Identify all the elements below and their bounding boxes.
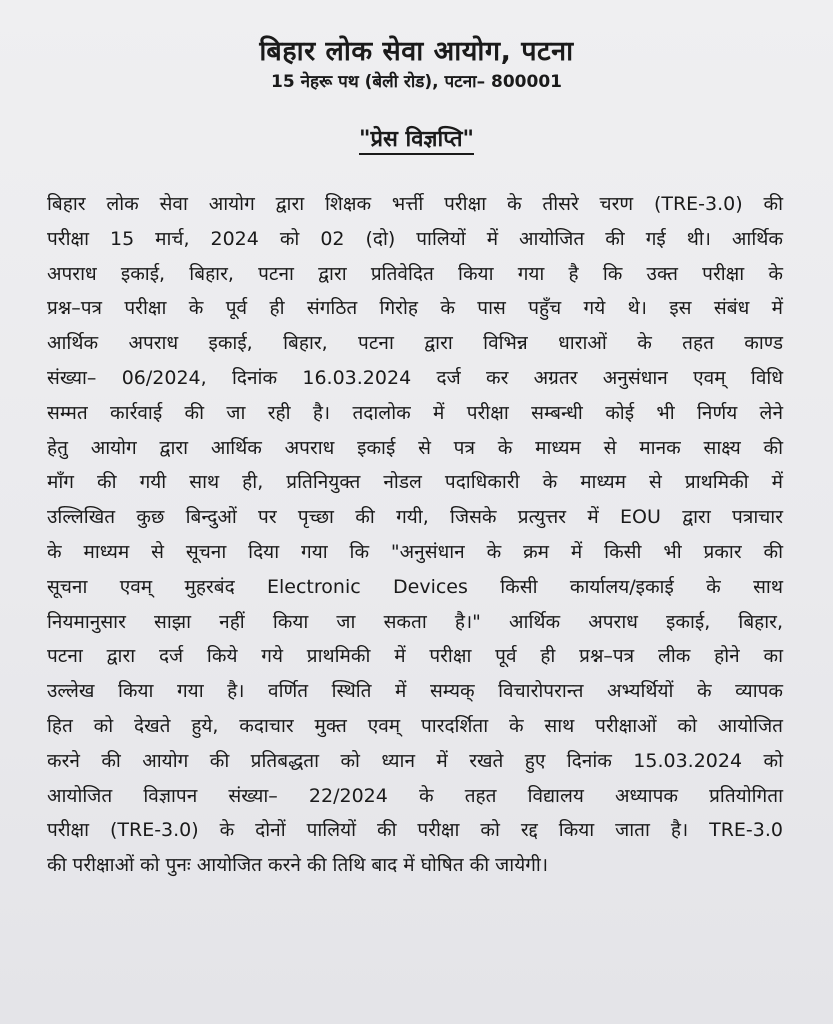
body-line: हित को देखते हुये, कदाचार मुक्त एवम् पारदर्शिता के साथ परीक्षाओं को आयोजित [47,714,783,737]
body-line: परीक्षा 15 मार्च, 2024 को 02 (दो) पालियों में आयोजित की गई थी। आर्थिक [47,227,783,250]
body-line: बिहार लोक सेवा आयोग द्वारा शिक्षक भर्त्ती परीक्षा के तीसरे चरण (TRE-3.0) की [47,193,783,215]
body-line: प्रश्न–पत्र परीक्षा के पूर्व ही संगठित गिरोह के पास पहुँच गये थे। इस संबंध में [47,297,783,320]
body-line: सम्मत कार्रवाई की जा रही है। तदालोक में परीक्षा सम्बन्धी कोई भी निर्णय लेने [47,401,783,424]
body-line: आर्थिक अपराध इकाई, बिहार, पटना द्वारा विभिन्न धाराओं के तहत काण्ड [47,332,783,355]
body-line: संख्या– 06/2024, दिनांक 16.03.2024 दर्ज कर अग्रतर अनुसंधान एवम् विधि [47,366,783,389]
body-line: माँग की गयी साथ ही, प्रतिनियुक्त नोडल पदाधिकारी के माध्यम से प्राथमिकी में [47,471,783,494]
body-line: परीक्षा (TRE-3.0) के दोनों पालियों की परीक्षा को रद्द किया जाता है। TRE-3.0 [47,819,783,842]
body-line: पटना द्वारा दर्ज किये गये प्राथमिकी में परीक्षा पूर्व ही प्रश्न–पत्र लीक होने का [47,645,783,668]
body-line: सूचना एवम् मुहरबंद Electronic Devices किसी कार्यालय/इकाई के साथ [47,575,783,598]
body-line: आयोजित विज्ञापन संख्या– 22/2024 के तहत विद्यालय अध्यापक प्रतियोगिता [47,784,783,807]
body-line: की परीक्षाओं को पुनः आयोजित करने की तिथि बाद में घोषित की जायेगी। [47,854,549,877]
body-line: उल्लेख किया गया है। वर्णित स्थिति में सम्यक् विचारोपरान्त अभ्यर्थियों के व्यापक [47,680,783,703]
body-line: करने की आयोग की प्रतिबद्धता को ध्यान में रखते हुए दिनांक 15.03.2024 को [47,749,783,772]
press-release-title-text: "प्रेस विज्ञप्ति" [359,127,474,155]
press-release-body [47,187,783,883]
body-line: के माध्यम से सूचना दिया गया कि "अनुसंधान के क्रम में किसी भी प्रकार की [47,540,783,563]
organization-name: बिहार लोक सेवा आयोग, पटना [259,36,574,67]
organization-address: 15 नेहरू पथ (बेली रोड), पटना– 800001 [271,72,562,92]
body-line: हेतु आयोग द्वारा आर्थिक अपराध इकाई से पत्र के माध्यम से मानक साक्ष्य की [47,436,783,459]
body-line: नियमानुसार साझा नहीं किया जा सकता है।" आर्थिक अपराध इकाई, बिहार, [47,610,783,633]
body-line: अपराध इकाई, बिहार, पटना द्वारा प्रतिवेदित किया गया है कि उक्त परीक्षा के [47,262,783,285]
press-release-title [0,124,833,156]
body-line: उल्लिखित कुछ बिन्दुओं पर पृच्छा की गयी, जिसके प्रत्युत्तर में EOU द्वारा पत्राचार [47,506,783,529]
